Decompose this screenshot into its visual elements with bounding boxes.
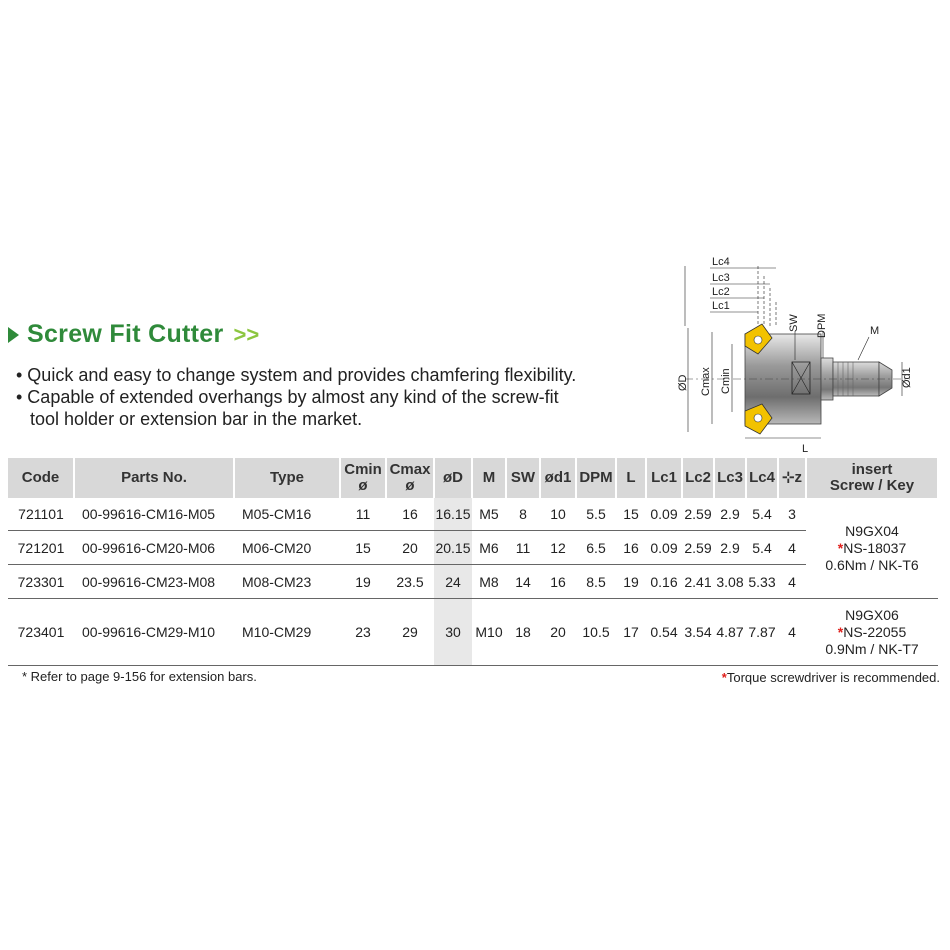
col-cmin-label: Cmin [344, 461, 382, 478]
cell-od: 20.15 [434, 531, 472, 565]
cell-lc4: 7.87 [746, 599, 778, 666]
cell-type: M05-CM16 [242, 506, 312, 522]
dim-lc1-label: Lc1 [712, 300, 730, 312]
cell-l: 17 [616, 599, 646, 666]
cell-insert-group-1 [806, 498, 938, 599]
insert-screw: NS-18037 [843, 539, 907, 556]
cell-z: 4 [778, 599, 806, 666]
cell-lc2: 2.41 [682, 565, 714, 599]
cell-type: M08-CM23 [234, 565, 340, 599]
col-insert-label: insert [851, 461, 893, 478]
feature-list [16, 364, 576, 430]
cell-cmax: 29 [386, 599, 434, 666]
dim-lc3-label: Lc3 [712, 272, 730, 284]
insert-screw: NS-22055 [843, 623, 907, 640]
cell-m: M8 [472, 565, 506, 599]
table-header-row [8, 458, 938, 498]
cell-m: M10 [472, 599, 506, 666]
cell-dpm: 6.5 [576, 531, 616, 565]
dim-l-label: L [802, 443, 809, 455]
col-insert-sub: Screw / Key [829, 477, 915, 494]
insert-torque: 0.6Nm / NK-T6 [825, 556, 919, 573]
col-cmax [386, 458, 434, 498]
dim-cmin-label: Cmin [720, 368, 732, 394]
cell-z: 4 [778, 565, 806, 599]
insert-torque: 0.9Nm / NK-T7 [825, 640, 919, 657]
col-lc2: Lc2 [682, 458, 714, 498]
feature-item-continuation: tool holder or extension bar in the market. [30, 409, 363, 429]
table-row [8, 531, 938, 565]
cell-lc1: 0.09 [646, 531, 682, 565]
col-cmin [340, 458, 386, 498]
cell-code: 721201 [8, 531, 74, 565]
cell-cmin: 15 [340, 531, 386, 565]
col-dpm: DPM [576, 458, 616, 498]
triangle-bullet-icon [8, 327, 19, 343]
col-od: øD [434, 458, 472, 498]
footnote-torque [722, 670, 940, 685]
dim-m-label: M [870, 325, 880, 337]
cell-parts: 00-99616-CM16-M05 [82, 506, 216, 522]
cell-od1: 16 [540, 565, 576, 599]
section-heading [8, 320, 259, 349]
table-row [8, 599, 938, 666]
cell-cmax: 16 [402, 506, 418, 522]
cell-lc4: 5.4 [746, 531, 778, 565]
star-icon: * [721, 670, 727, 685]
col-cmax-sub: ø [405, 477, 415, 494]
insert-code: N9GX04 [845, 522, 899, 539]
col-z-label: z [794, 469, 803, 486]
col-parts: Parts No. [74, 458, 234, 498]
diamond-circle-icon: ⊹ [781, 469, 795, 486]
star-icon: * [837, 539, 844, 556]
dim-od1-label: Ød1 [901, 367, 913, 388]
col-lc4: Lc4 [746, 458, 778, 498]
feature-item: • Capable of extended overhangs by almost any kind of the screw-fit [16, 387, 559, 407]
cell-lc2: 2.59 [684, 506, 712, 522]
cell-cmin: 11 [355, 506, 371, 522]
cell-type: M10-CM29 [234, 599, 340, 666]
cell-m: M6 [472, 531, 506, 565]
cell-dpm: 8.5 [576, 565, 616, 599]
cell-l: 19 [616, 565, 646, 599]
cell-lc2: 3.54 [682, 599, 714, 666]
cell-sw: 11 [506, 531, 540, 565]
cell-lc3: 4.87 [714, 599, 746, 666]
cell-cmin: 19 [340, 565, 386, 599]
cell-cmax: 23.5 [386, 565, 434, 599]
cell-l: 15 [623, 506, 639, 522]
feature-item: • Quick and easy to change system and provides chamfering flexibility. [16, 365, 577, 385]
col-cmin-sub: ø [358, 477, 368, 494]
dim-lc4-label: Lc4 [712, 256, 730, 268]
col-m: M [472, 458, 506, 498]
col-sw: SW [506, 458, 540, 498]
cell-lc3: 2.9 [720, 506, 740, 522]
table-row [8, 498, 938, 531]
cell-z: 3 [788, 506, 796, 522]
cell-lc3: 3.08 [714, 565, 746, 599]
dim-cmax-label: Cmax [700, 367, 712, 396]
footnote-extension-bars: * Refer to page 9-156 for extension bars. [22, 669, 257, 684]
col-l: L [616, 458, 646, 498]
cell-l: 16 [616, 531, 646, 565]
col-lc1: Lc1 [646, 458, 682, 498]
dim-lc2-label: Lc2 [712, 286, 730, 298]
cell-od1: 10 [550, 506, 566, 522]
cell-lc2: 2.59 [682, 531, 714, 565]
cell-od: 24 [434, 565, 472, 599]
cell-code: 723301 [8, 565, 74, 599]
cell-od: 30 [434, 599, 472, 666]
col-type: Type [234, 458, 340, 498]
cell-lc1: 0.16 [646, 565, 682, 599]
cell-dpm: 10.5 [576, 599, 616, 666]
cutter-diagram [670, 246, 940, 456]
cell-parts: 00-99616-CM20-M06 [74, 531, 234, 565]
cell-lc3: 2.9 [714, 531, 746, 565]
section-title: Screw Fit Cutter [27, 320, 224, 348]
col-lc3: Lc3 [714, 458, 746, 498]
col-cmax-label: Cmax [389, 461, 431, 478]
cell-type: M06-CM20 [234, 531, 340, 565]
table-row [8, 565, 938, 599]
cell-lc4: 5.4 [752, 506, 772, 522]
insert-code: N9GX06 [845, 606, 899, 623]
cell-lc1: 0.54 [646, 599, 682, 666]
cell-dpm: 5.5 [586, 506, 606, 522]
cell-lc1: 0.09 [650, 506, 678, 522]
cell-sw: 14 [506, 565, 540, 599]
col-insert [806, 458, 938, 498]
footnote-torque-text: Torque screwdriver is recommended. [726, 670, 940, 685]
double-arrow-icon: >> [233, 321, 260, 347]
dim-dpm-label: DPM [816, 313, 828, 338]
cell-insert-group-2 [806, 599, 938, 666]
cell-lc4: 5.33 [746, 565, 778, 599]
col-od1: ød1 [540, 458, 576, 498]
cell-cmin: 23 [340, 599, 386, 666]
cell-cmax: 20 [386, 531, 434, 565]
cell-z: 4 [778, 531, 806, 565]
col-code: Code [8, 458, 74, 498]
cell-code: 723401 [8, 599, 74, 666]
cell-sw: 18 [506, 599, 540, 666]
dim-sw-label: SW [788, 314, 800, 332]
cell-parts: 00-99616-CM23-M08 [74, 565, 234, 599]
col-z [778, 458, 806, 498]
cell-od1: 12 [540, 531, 576, 565]
cell-od: 16.15 [434, 498, 472, 531]
cell-code: 721101 [18, 506, 64, 522]
star-icon: * [837, 623, 844, 640]
cell-od1: 20 [540, 599, 576, 666]
product-table [8, 458, 938, 666]
cell-sw: 8 [519, 506, 527, 522]
dim-od-label: ØD [677, 374, 689, 391]
cell-m: M5 [479, 506, 499, 522]
cell-parts: 00-99616-CM29-M10 [74, 599, 234, 666]
